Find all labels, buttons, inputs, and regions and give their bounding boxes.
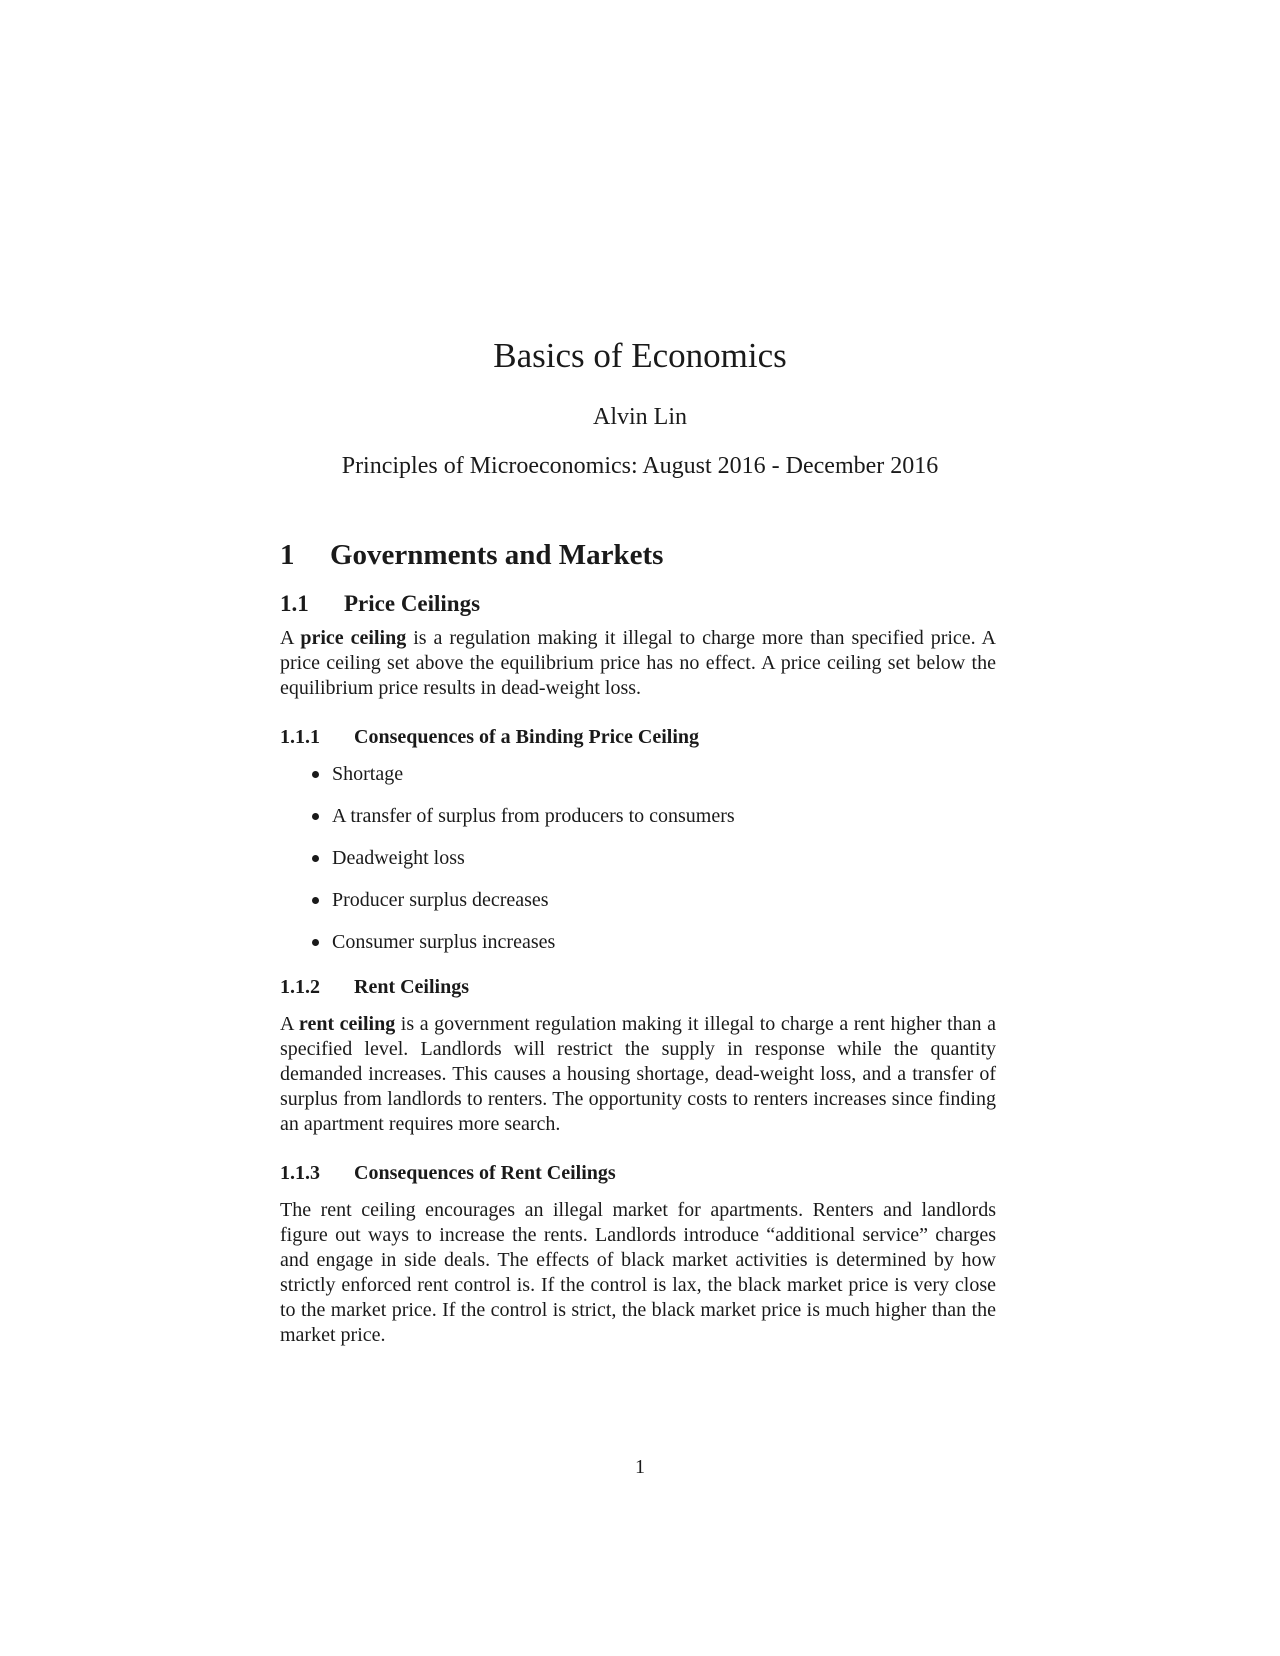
list-item: Consumer surplus increases (312, 930, 996, 955)
consequences-list (280, 762, 996, 955)
subsubsection-heading (280, 975, 996, 1000)
subsubsection-title: Consequences of a Binding Price Ceiling (354, 726, 700, 748)
document-author: Alvin Lin (593, 404, 687, 430)
list-item: A transfer of surplus from producers to consumers (312, 804, 996, 829)
paragraph-text: is a regulation making it illegal to charge more than specified price. A price ceiling set above the equilibrium price has no effect. A price ceiling set below the equilibrium price results in dead-weight loss. (280, 627, 997, 699)
subsubsection-heading (280, 1161, 996, 1186)
document-body (280, 538, 996, 1372)
term-price-ceiling: price ceiling (300, 627, 407, 649)
subsection-title: Price Ceilings (344, 591, 481, 616)
price-ceiling-paragraph (280, 626, 996, 701)
paragraph-text: is a government regulation making it illegal to charge a rent higher than a specified level. Landlords will restrict the supply in response while the quantity demanded increases. This causes a housing shortage, dead-weight loss, and a transfer of surplus from landlords to renters. The opportunity costs to renters increases since finding an apartment requires more search. (280, 1013, 996, 1135)
subsubsection-title: Rent Ceilings (354, 976, 469, 998)
list-item: Deadweight loss (312, 846, 996, 871)
subsubsection-number: 1.1.1 (280, 726, 320, 748)
list-item: Shortage (312, 762, 996, 787)
rent-ceiling-paragraph (280, 1012, 996, 1137)
section-number: 1 (280, 539, 295, 571)
subsubsection-title: Consequences of Rent Ceilings (354, 1162, 616, 1184)
subsection-number: 1.1 (280, 591, 309, 616)
list-item: Producer surplus decreases (312, 888, 996, 913)
paragraph-text: A (280, 627, 301, 649)
subsubsection-heading (280, 725, 996, 750)
subsection-heading (280, 590, 996, 618)
document-course: Principles of Microeconomics: August 2016 - December 2016 (341, 453, 939, 479)
rent-consequences-paragraph: The rent ceiling encourages an illegal market for apartments. Renters and landlords figure out ways to increase the rents. Landlords introduce “additional service” charges and engage in side deals. The effects of black market activities is determined by how strictly enforced rent control is. If the control is lax, the black market price is very close to the market price. If the control is strict, the black market price is much higher than the market price. (280, 1199, 996, 1346)
section-heading (280, 538, 996, 572)
subsubsection-number: 1.1.2 (280, 976, 320, 998)
page-number: 1 (635, 1456, 645, 1478)
term-rent-ceiling: rent ceiling (298, 1013, 396, 1035)
subsubsection-number: 1.1.3 (280, 1162, 320, 1184)
paragraph-text: A (280, 1013, 299, 1035)
section-title: Governments and Markets (330, 539, 664, 571)
document-title: Basics of Economics (493, 336, 787, 375)
